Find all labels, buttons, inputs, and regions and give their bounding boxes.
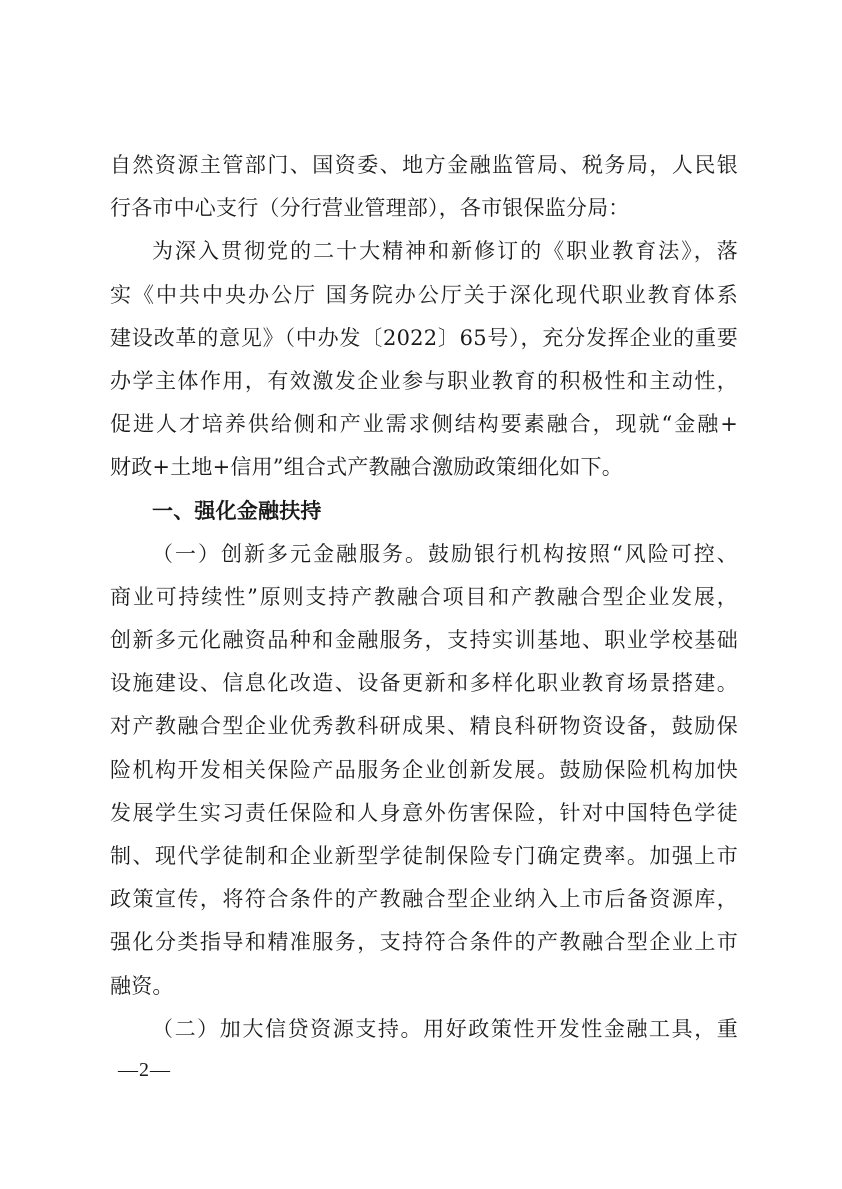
body-line: 自然资源主管部门、国资委、地方金融监管局、税务局，人民银 <box>110 153 738 177</box>
body-line: 制、现代学徒制和企业新型学徒制保险专门确定费率。加强上市 <box>110 844 738 868</box>
body-line: 险机构开发相关保险产品服务企业创新发展。鼓励保险机构加快 <box>110 757 738 782</box>
body-line: 行各市中心支行（分行营业管理部），各市银保监分局： <box>110 196 630 221</box>
body-line: 实《中共中央办公厅 国务院办公厅关于深化现代职业教育体系 <box>110 282 738 307</box>
body-line: 融资。 <box>110 973 174 998</box>
page-number: —2— <box>118 1059 171 1081</box>
body-line: 建设改革的意见》（中办发〔2022〕65号），充分发挥企业的重要 <box>110 325 738 350</box>
body-line: 发展学生实习责任保险和人身意外伤害保险，针对中国特色学徒 <box>110 800 738 825</box>
section-heading: 一、强化金融扶持 <box>152 498 322 523</box>
paragraph-first-line: （一）创新多元金融服务。鼓励银行机构按照“风险可控、 <box>152 541 738 566</box>
body-line: 创新多元化融资品种和金融服务，支持实训基地、职业学校基础 <box>110 628 738 653</box>
body-line: 对产教融合型企业优秀教科研成果、精良科研物资设备，鼓励保 <box>110 714 738 739</box>
paragraph-first-line: （二）加大信贷资源支持。用好政策性开发性金融工具，重 <box>152 1016 738 1041</box>
body-line: 办学主体作用，有效激发企业参与职业教育的积极性和主动性， <box>110 368 738 393</box>
document-body <box>110 144 738 1051</box>
body-line: 设施建设、信息化改造、设备更新和多样化职业教育场景搭建。 <box>110 671 738 696</box>
body-line: 财政+土地+信用”组合式产教融合激励政策细化如下。 <box>110 455 623 480</box>
body-line: 促进人才培养供给侧和产业需求侧结构要素融合，现就“金融+ <box>110 412 738 437</box>
body-line: 商业可持续性”原则支持产教融合项目和产教融合型企业发展， <box>110 584 738 609</box>
body-line: 政策宣传，将符合条件的产教融合型企业纳入上市后备资源库， <box>110 887 738 912</box>
body-line: 强化分类指导和精准服务，支持符合条件的产教融合型企业上市 <box>110 930 738 955</box>
paragraph-first-line: 为深入贯彻党的二十大精神和新修订的《职业教育法》，落 <box>152 239 738 264</box>
